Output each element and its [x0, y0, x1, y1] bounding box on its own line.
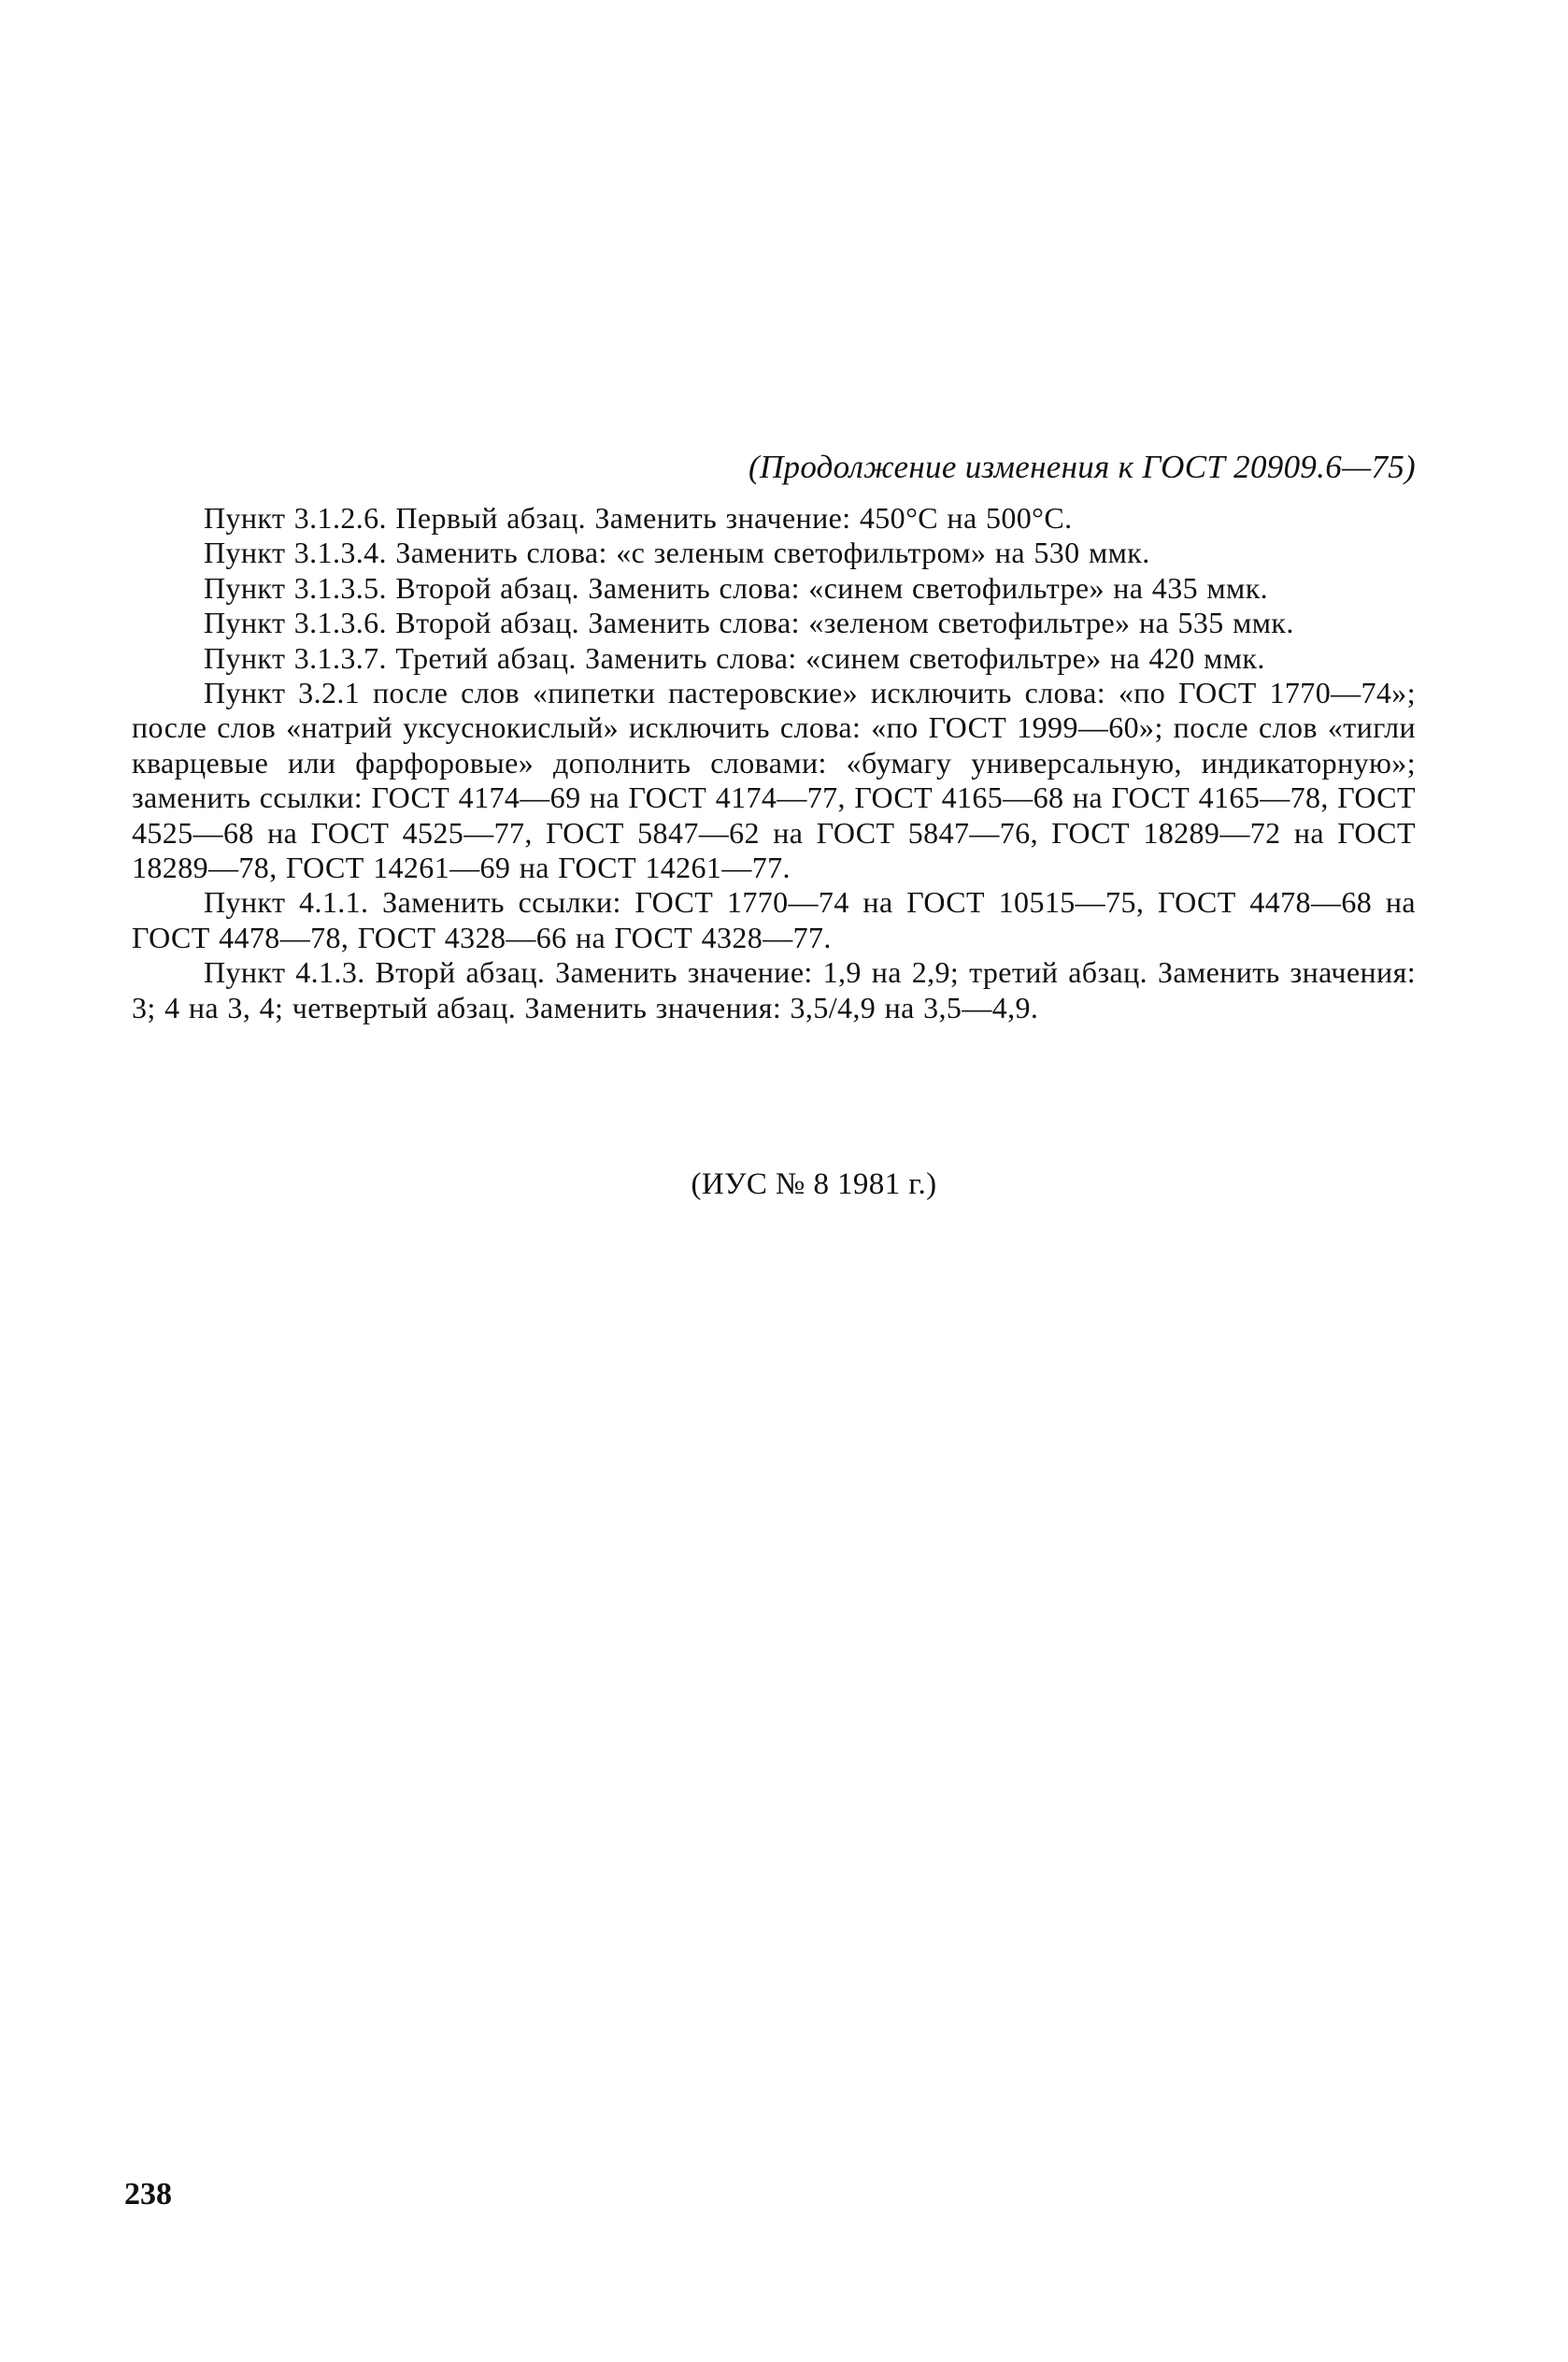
- continuation-header: (Продолжение изменения к ГОСТ 20909.6—75): [748, 449, 1416, 485]
- paragraph-4-1-3: Пункт 4.1.3. Вторй абзац. Заменить значение: 1,9 на 2,9; третий абзац. Заменить значения: 3; 4 на 3, 4; четвертый абзац. Заменить значения: 3,5/4,9 на 3,5—4,9.: [132, 955, 1416, 1024]
- page-number: 238: [124, 2177, 172, 2212]
- paragraph-3-1-2-6: Пункт 3.1.2.6. Первый абзац. Заменить значение: 450°С на 500°С.: [204, 501, 1073, 535]
- paragraph-4-1-1: Пункт 4.1.1. Заменить ссылки: ГОСТ 1770—74 на ГОСТ 10515—75, ГОСТ 4478—68 на ГОСТ 4478—78, ГОСТ 4328—66 на ГОСТ 4328—77.: [132, 885, 1416, 954]
- paragraph-3-1-3-5: Пункт 3.1.3.5. Второй абзац. Заменить слова: «синем светофильтре» на 435 ммк.: [204, 570, 1269, 605]
- paragraph-3-2-1: Пункт 3.2.1 после слов «пипетки пастеровские» исключить слова: «по ГОСТ 1770—74»; после слов «натрий уксуснокислый» исключить слова: «по ГОСТ 1999—60»; после слов «тигли кварцевые или фарфоровые» дополнить словами: «бумагу универсальную, индикаторную»; заменить ссылки: ГОСТ 4174—69 на ГОСТ 4174—77, ГОСТ 4165—68 на ГОСТ 4165—78, ГОСТ 4525—68 на ГОСТ 4525—77, ГОСТ 5847—62 на ГОСТ 5847—76, ГОСТ 18289—72 на ГОСТ 18289—78, ГОСТ 14261—69 на ГОСТ 14261—77.: [132, 676, 1416, 885]
- paragraph-3-1-3-4: Пункт 3.1.3.4. Заменить слова: «с зеленым светофильтром» на 530 ммк.: [204, 536, 1150, 570]
- paragraph-3-1-3-6: Пункт 3.1.3.6. Второй абзац. Заменить слова: «зеленом светофильтре» на 535 ммк.: [204, 606, 1294, 640]
- amendment-text: [132, 501, 1416, 1025]
- paragraph-3-1-3-7: Пункт 3.1.3.7. Третий абзац. Заменить слова: «синем светофильтре» на 420 ммк.: [204, 640, 1265, 675]
- source-reference: (ИУС № 8 1981 г.): [691, 1167, 937, 1201]
